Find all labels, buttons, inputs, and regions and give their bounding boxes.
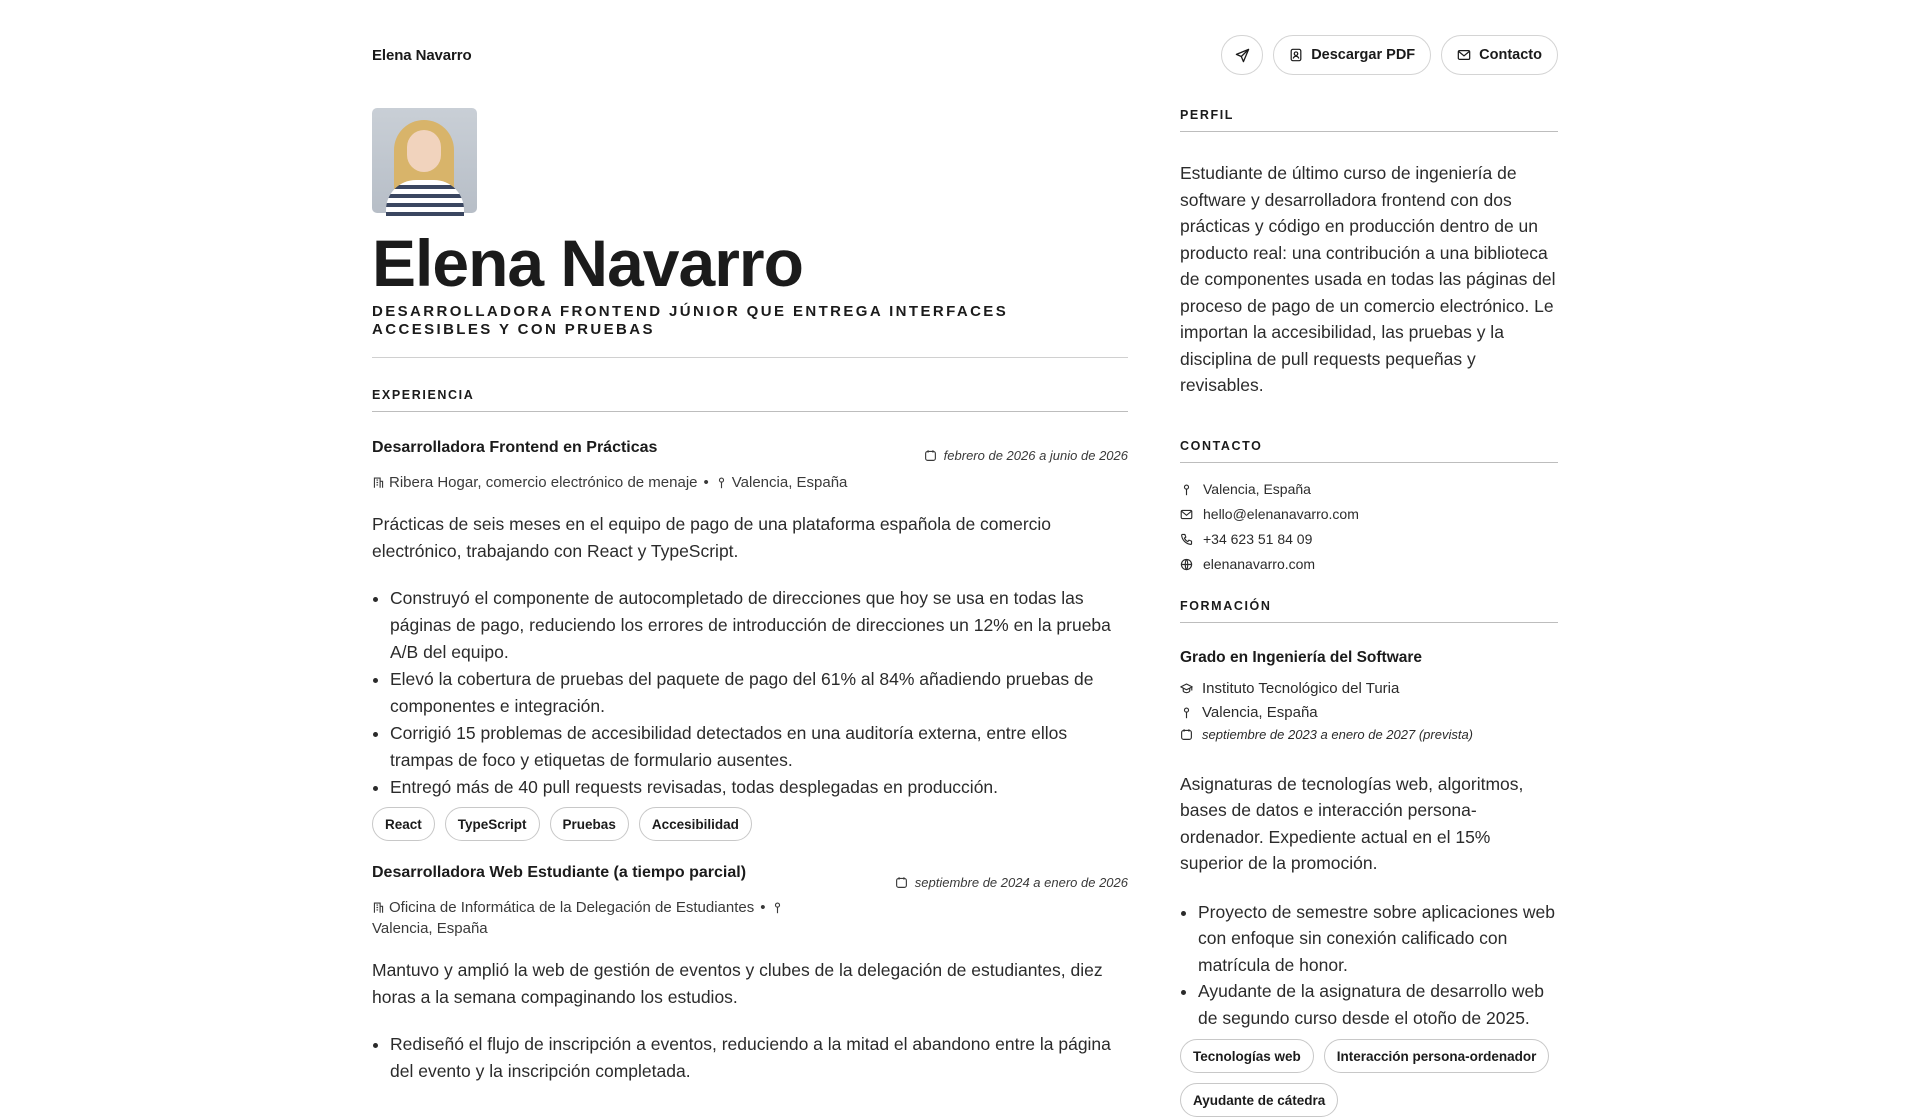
tag-chip: Ayudante de cátedra: [1180, 1083, 1338, 1117]
education-tags: [1180, 1039, 1558, 1117]
tag-chip: TypeScript: [445, 807, 540, 841]
job-entry: [372, 438, 1128, 841]
contact-list: [1180, 477, 1558, 577]
section-title-contact: CONTACTO: [1180, 439, 1558, 463]
file-user-icon: [1289, 48, 1303, 62]
education-location: Valencia, España: [1180, 701, 1558, 725]
contact-website[interactable]: elenanavarro.com: [1180, 552, 1558, 577]
job-description: Mantuvo y amplió la web de gestión de eventos y clubes de la delegación de estudiantes, diez horas a la semana compaginando los estudios.: [372, 960, 1103, 1007]
section-title-education: FORMACIÓN: [1180, 599, 1558, 623]
graduation-cap-icon: [1180, 682, 1193, 695]
building-icon: [372, 476, 385, 489]
list-item: • Construyó el componente de autocompletado de direcciones que hoy se usa en todas las páginas de pago, reduciendo los errores de introducción de direcciones un 12% en la prueba A/B del equipo.: [390, 585, 1128, 666]
job-meta: Oficina de Informática de la Delegación de Estudiantes •Valencia, España: [372, 897, 812, 939]
skill-tags: [372, 807, 1128, 841]
phone-icon: [1180, 533, 1193, 546]
list-item: • Rediseñó el flujo de inscripción a eventos, reduciendo a la mitad el abandono entre la página del evento y la inscripción completada.: [390, 1031, 1128, 1085]
education-date: septiembre de 2023 a enero de 2027 (prevista): [1180, 725, 1558, 745]
list-item: • Entregó más de 40 pull requests revisadas, todas desplegadas en producción.: [390, 774, 1128, 801]
list-item: • Proyecto de semestre sobre aplicaciones web con enfoque sin conexión calificado con matrícula de honor.: [1198, 899, 1558, 979]
page-title: Elena Navarro: [372, 226, 803, 300]
job-meta: Ribera Hogar, comercio electrónico de menaje • Valencia, España: [372, 472, 1128, 493]
tag-chip: Tecnologías web: [1180, 1039, 1314, 1073]
job-date: septiembre de 2024 a enero de 2026: [895, 875, 1128, 890]
contact-label: Contacto: [1479, 47, 1542, 63]
list-item: • Corrigió 15 problemas de accesibilidad detectados en una auditoría externa, entre ellos trampas de foco y etiquetas de formulario ausentes.: [390, 720, 1128, 774]
download-pdf-button[interactable]: [1273, 35, 1431, 75]
pin-icon: [771, 901, 784, 914]
share-button[interactable]: [1221, 35, 1263, 75]
tag-chip: Interacción persona-ordenador: [1324, 1039, 1550, 1073]
contact-button[interactable]: [1441, 35, 1558, 75]
education-meta: [1180, 677, 1558, 745]
sidebar-column: [1180, 108, 1558, 1117]
pin-icon: [1180, 483, 1193, 496]
avatar: [372, 108, 477, 213]
education-description: Asignaturas de tecnologías web, algoritmos, bases de datos e interacción persona-ordenador. Expediente actual en el 15% superior de la promoción.: [1180, 773, 1524, 873]
job-entry: [372, 863, 1128, 1085]
education-highlights: [1180, 899, 1558, 1032]
mail-icon: [1457, 48, 1471, 62]
calendar-icon: [924, 449, 937, 462]
contact-phone[interactable]: +34 623 51 84 09: [1180, 527, 1558, 552]
job-company: Ribera Hogar, comercio electrónico de menaje: [389, 474, 698, 491]
download-pdf-label: Descargar PDF: [1311, 47, 1416, 63]
send-icon: [1235, 48, 1250, 63]
job-description: Prácticas de seis meses en el equipo de pago de una plataforma española de comercio electrónico, trabajando con React y TypeScript.: [372, 514, 1052, 561]
education-degree: Grado en Ingeniería del Software: [1180, 648, 1423, 666]
job-title: Desarrolladora Web Estudiante (a tiempo parcial): [372, 864, 747, 881]
section-title-profile: PERFIL: [1180, 108, 1558, 132]
tag-chip: Pruebas: [550, 807, 629, 841]
top-bar: [372, 30, 1558, 80]
calendar-icon: [1180, 728, 1193, 741]
job-location: Valencia, España: [731, 474, 848, 491]
job-date: febrero de 2026 a junio de 2026: [924, 448, 1128, 463]
building-icon: [372, 901, 385, 914]
tag-chip: Accesibilidad: [639, 807, 752, 841]
contact-email[interactable]: hello@elenanavarro.com: [1180, 502, 1558, 527]
main-column: [372, 108, 1128, 1085]
pin-icon: [715, 476, 728, 489]
job-title: Desarrolladora Frontend en Prácticas: [372, 439, 658, 456]
list-item: • Ayudante de la asignatura de desarrollo web de segundo curso desde el otoño de 2025.: [1198, 978, 1558, 1031]
calendar-icon: [895, 876, 908, 889]
job-location: Valencia, España: [372, 920, 488, 937]
list-item: • Elevó la cobertura de pruebas del paquete de pago del 61% al 84% añadiendo pruebas de componentes e integración.: [390, 666, 1128, 720]
pin-icon: [1180, 706, 1193, 719]
job-achievements: [372, 585, 1128, 801]
tagline: DESARROLLADORA FRONTEND JÚNIOR QUE ENTREGA INTERFACES ACCESIBLES Y CON PRUEBAS: [372, 303, 1128, 358]
profile-summary: Estudiante de último curso de ingeniería de software y desarrolladora frontend con dos prácticas y código en producción dentro de un producto real: una contribución a una biblioteca de componentes usada en todas las páginas del proceso de pago de un comercio electrónico. Le importan la accesibilidad, las pruebas y la disciplina de pull requests pequeñas y revisables.: [1180, 163, 1556, 395]
job-company: Oficina de Informática de la Delegación de Estudiantes: [389, 899, 755, 916]
job-achievements: [372, 1031, 1128, 1085]
tag-chip: React: [372, 807, 435, 841]
section-title-experience: EXPERIENCIA: [372, 388, 1128, 412]
globe-icon: [1180, 558, 1193, 571]
header-actions: [1221, 35, 1558, 75]
education-school: Instituto Tecnológico del Turia: [1180, 677, 1558, 701]
brand-name[interactable]: Elena Navarro: [372, 47, 472, 64]
contact-location: Valencia, España: [1180, 477, 1558, 502]
mail-icon: [1180, 508, 1193, 521]
